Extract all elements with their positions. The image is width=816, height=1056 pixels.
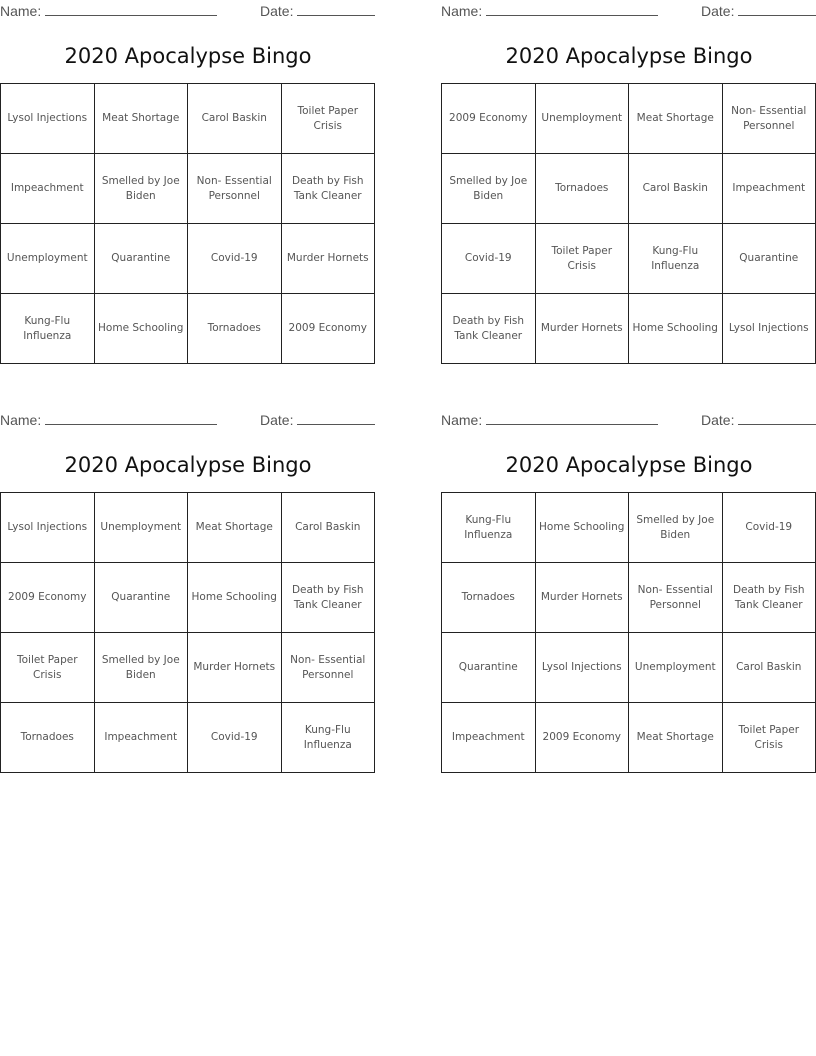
bingo-card (441, 0, 816, 380)
bingo-cell[interactable]: Death by Fish Tank Cleaner (723, 563, 816, 633)
name-label: Name: (441, 412, 483, 428)
date-field[interactable] (701, 2, 816, 19)
name-field[interactable] (441, 2, 658, 19)
bingo-cell[interactable]: Meat Shortage (629, 84, 723, 154)
bingo-cell[interactable]: Home Schooling (188, 563, 282, 633)
bingo-cell[interactable]: Quarantine (723, 224, 816, 294)
bingo-cell[interactable]: 2009 Economy (1, 563, 95, 633)
bingo-cell[interactable]: Impeachment (1, 154, 95, 224)
bingo-card (0, 409, 376, 789)
bingo-cell[interactable]: Home Schooling (629, 294, 723, 364)
date-blank-line[interactable] (738, 2, 816, 16)
header-fields (441, 2, 816, 20)
bingo-cell[interactable]: 2009 Economy (282, 294, 376, 364)
bingo-cell[interactable]: Non- Essential Personnel (723, 84, 816, 154)
date-label: Date: (701, 3, 735, 19)
bingo-cell[interactable]: Meat Shortage (629, 703, 723, 773)
header-fields (0, 2, 376, 20)
bingo-cell[interactable]: Toilet Paper Crisis (536, 224, 630, 294)
name-blank-line[interactable] (486, 2, 658, 16)
bingo-cell[interactable]: Covid-19 (188, 703, 282, 773)
date-blank-line[interactable] (297, 2, 375, 16)
bingo-grid (441, 83, 816, 364)
bingo-cell[interactable]: Toilet Paper Crisis (282, 84, 376, 154)
bingo-cell[interactable]: Non- Essential Personnel (629, 563, 723, 633)
bingo-cell[interactable]: Unemployment (95, 493, 189, 563)
bingo-cell[interactable]: Toilet Paper Crisis (723, 703, 816, 773)
bingo-cell[interactable]: Impeachment (95, 703, 189, 773)
date-field[interactable] (260, 2, 375, 19)
bingo-grid (0, 83, 375, 364)
bingo-cell[interactable]: Toilet Paper Crisis (1, 633, 95, 703)
bingo-cell[interactable]: Home Schooling (536, 493, 630, 563)
bingo-cell[interactable]: Tornadoes (536, 154, 630, 224)
bingo-cell[interactable]: Death by Fish Tank Cleaner (442, 294, 536, 364)
bingo-cell[interactable]: Quarantine (442, 633, 536, 703)
date-field[interactable] (701, 411, 816, 428)
bingo-cell[interactable]: Carol Baskin (188, 84, 282, 154)
name-field[interactable] (0, 411, 217, 428)
bingo-cell[interactable]: Carol Baskin (282, 493, 376, 563)
card-title: 2020 Apocalypse Bingo (64, 453, 312, 477)
bingo-cell[interactable]: 2009 Economy (442, 84, 536, 154)
bingo-grid (441, 492, 816, 773)
bingo-cell[interactable]: Kung-Flu Influenza (442, 493, 536, 563)
name-label: Name: (0, 3, 42, 19)
bingo-cell[interactable]: Murder Hornets (536, 294, 630, 364)
date-blank-line[interactable] (297, 411, 375, 425)
bingo-cell[interactable]: Smelled by Joe Biden (95, 154, 189, 224)
bingo-cell[interactable]: Impeachment (723, 154, 816, 224)
bingo-grid (0, 492, 375, 773)
bingo-cell[interactable]: Covid-19 (442, 224, 536, 294)
bingo-cell[interactable]: Lysol Injections (1, 493, 95, 563)
bingo-cell[interactable]: Murder Hornets (536, 563, 630, 633)
bingo-cell[interactable]: Meat Shortage (95, 84, 189, 154)
name-label: Name: (441, 3, 483, 19)
bingo-cell[interactable]: Tornadoes (188, 294, 282, 364)
bingo-cell[interactable]: Lysol Injections (536, 633, 630, 703)
bingo-cell[interactable]: Non- Essential Personnel (188, 154, 282, 224)
bingo-cell[interactable]: Unemployment (536, 84, 630, 154)
bingo-cell[interactable]: Lysol Injections (1, 84, 95, 154)
bingo-cell[interactable]: Unemployment (629, 633, 723, 703)
bingo-cell[interactable]: Meat Shortage (188, 493, 282, 563)
bingo-card (441, 409, 816, 789)
header-fields (441, 411, 816, 429)
name-blank-line[interactable] (45, 411, 217, 425)
bingo-cell[interactable]: Home Schooling (95, 294, 189, 364)
bingo-cell[interactable]: Lysol Injections (723, 294, 816, 364)
bingo-cell[interactable]: Quarantine (95, 224, 189, 294)
bingo-cell[interactable]: Unemployment (1, 224, 95, 294)
date-field[interactable] (260, 411, 375, 428)
date-label: Date: (260, 3, 294, 19)
bingo-cell[interactable]: Murder Hornets (188, 633, 282, 703)
name-field[interactable] (0, 2, 217, 19)
card-title: 2020 Apocalypse Bingo (505, 453, 753, 477)
bingo-cell[interactable]: 2009 Economy (536, 703, 630, 773)
bingo-cell[interactable]: Death by Fish Tank Cleaner (282, 154, 376, 224)
bingo-cell[interactable]: Non- Essential Personnel (282, 633, 376, 703)
name-blank-line[interactable] (486, 411, 658, 425)
bingo-cell[interactable]: Kung-Flu Influenza (629, 224, 723, 294)
header-fields (0, 411, 376, 429)
bingo-cell[interactable]: Smelled by Joe Biden (629, 493, 723, 563)
bingo-cell[interactable]: Carol Baskin (723, 633, 816, 703)
name-label: Name: (0, 412, 42, 428)
bingo-cell[interactable]: Quarantine (95, 563, 189, 633)
name-field[interactable] (441, 411, 658, 428)
bingo-cell[interactable]: Murder Hornets (282, 224, 376, 294)
bingo-cell[interactable]: Covid-19 (723, 493, 816, 563)
bingo-cell[interactable]: Smelled by Joe Biden (95, 633, 189, 703)
date-label: Date: (701, 412, 735, 428)
bingo-cell[interactable]: Tornadoes (442, 563, 536, 633)
bingo-card (0, 0, 376, 380)
card-title: 2020 Apocalypse Bingo (64, 44, 312, 68)
bingo-cell[interactable]: Carol Baskin (629, 154, 723, 224)
date-label: Date: (260, 412, 294, 428)
card-title: 2020 Apocalypse Bingo (505, 44, 753, 68)
name-blank-line[interactable] (45, 2, 217, 16)
bingo-cell[interactable]: Kung-Flu Influenza (1, 294, 95, 364)
bingo-cell[interactable]: Covid-19 (188, 224, 282, 294)
bingo-cell[interactable]: Smelled by Joe Biden (442, 154, 536, 224)
bingo-cell[interactable]: Impeachment (442, 703, 536, 773)
date-blank-line[interactable] (738, 411, 816, 425)
bingo-cell[interactable]: Kung-Flu Influenza (282, 703, 376, 773)
bingo-cell[interactable]: Death by Fish Tank Cleaner (282, 563, 376, 633)
bingo-cell[interactable]: Tornadoes (1, 703, 95, 773)
